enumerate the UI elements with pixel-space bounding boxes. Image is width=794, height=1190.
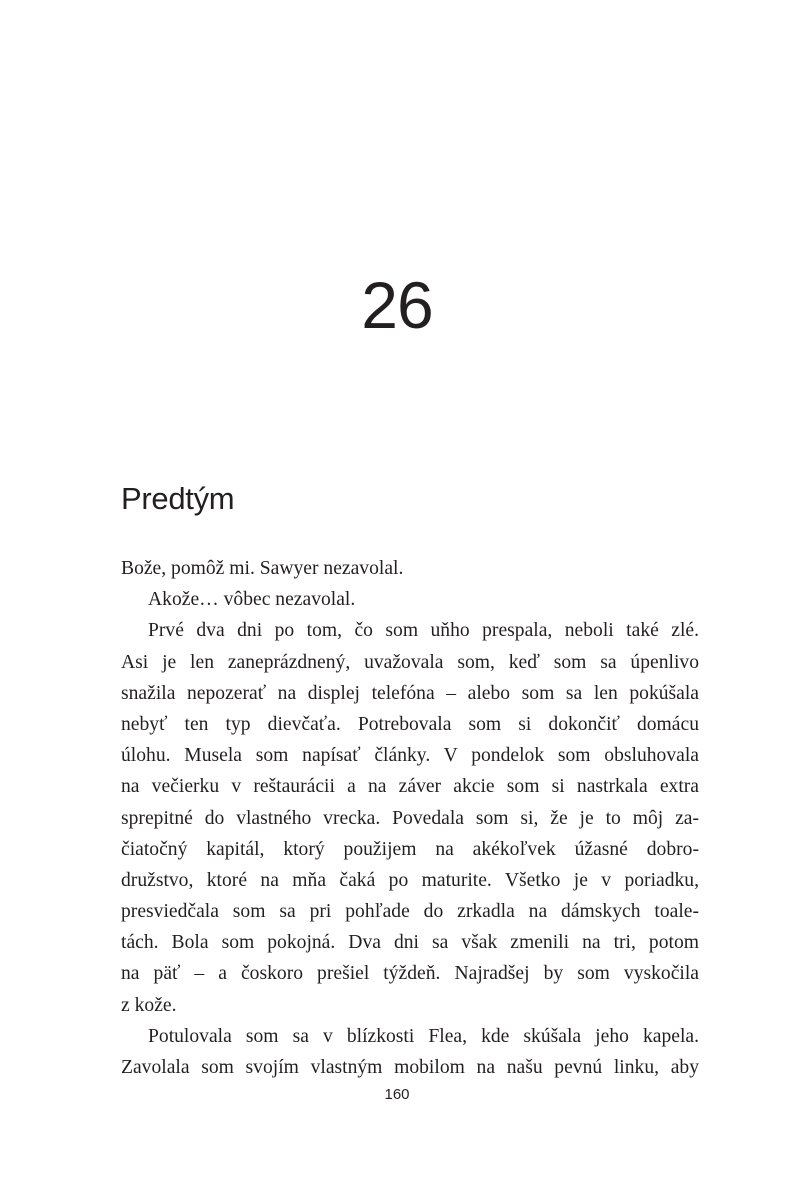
text-line-7: úlohu. Musela som napísať články. V pondelok som obsluhovala bbox=[121, 745, 699, 767]
text-line-10: čiatočný kapitál, ktorý použijem na akékoľvek úžasné dobro- bbox=[121, 838, 699, 860]
text-line-1: Bože, pomôž mi. Sawyer nezavolal. bbox=[121, 558, 404, 579]
text-line-13: tách. Bola som pokojná. Dva dni sa však zmenili na tri, potom bbox=[121, 932, 699, 954]
chapter-number: 26 bbox=[361, 268, 433, 342]
text-line-15: z kože. bbox=[121, 994, 177, 1016]
text-line-14: na päť – a čoskoro prešiel týždeň. Najradšej by som vyskočila bbox=[121, 963, 699, 985]
text-line-12: presviedčala som sa pri pohľade do zrkadla na dámskych toale- bbox=[121, 901, 699, 923]
text-line-4: Asi je len zaneprázdnený, uvažovala som, keď som sa úpenlivo bbox=[121, 651, 699, 673]
text-line-3: Prvé dva dni po tom, čo som uňho prespala, neboli také zlé. bbox=[148, 620, 699, 642]
text-line-9: sprepitné do vlastného vrecka. Povedala som si, že je to môj za- bbox=[121, 807, 699, 829]
text-line-17: Zavolala som svojím vlastným mobilom na našu pevnú linku, aby bbox=[121, 1057, 699, 1078]
page-number: 160 bbox=[384, 1086, 410, 1103]
text-line-6: nebyť ten typ dievčaťa. Potrebovala som si dokončiť domácu bbox=[121, 713, 699, 735]
section-title: Predtým bbox=[121, 481, 235, 516]
text-line-2: Akože… vôbec nezavolal. bbox=[148, 589, 356, 611]
text-line-5: snažila nepozerať na displej telefóna – alebo som sa len pokúšala bbox=[121, 682, 699, 704]
text-line-11: družstvo, ktoré na mňa čaká po maturite. Všetko je v poriadku, bbox=[121, 869, 699, 891]
text-line-16: Potulovala som sa v blízkosti Flea, kde skúšala jeho kapela. bbox=[148, 1025, 699, 1047]
text-line-8: na večierku v reštaurácii a na záver akcie som si nastrkala extra bbox=[121, 776, 699, 798]
body-text bbox=[121, 553, 699, 1083]
